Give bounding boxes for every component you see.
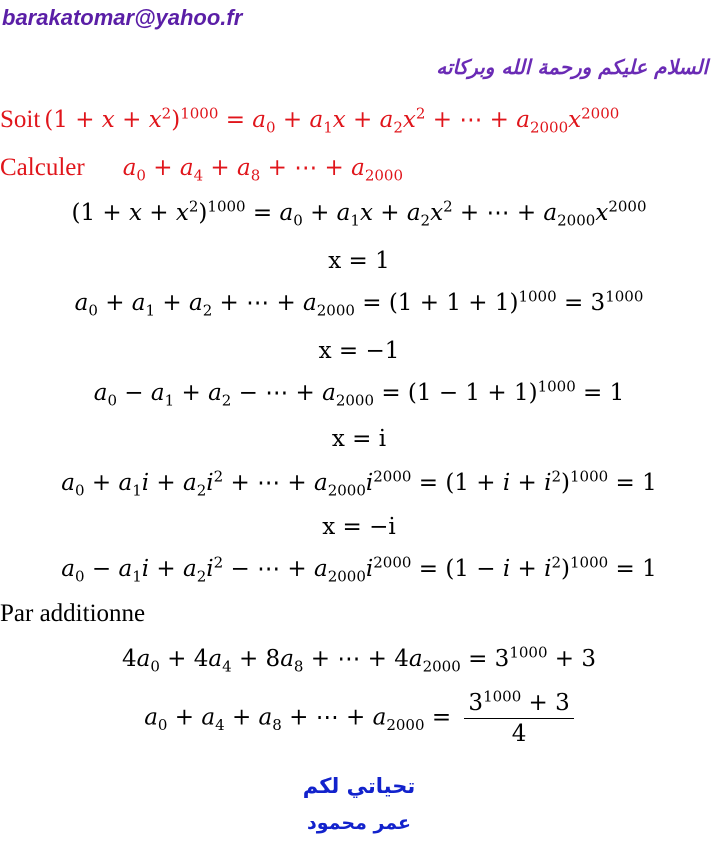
problem-expansion: $(1 + x + x^2)^{1000} = a_0 + a_1x + a_2x^2$ + ⋯ + $a_{2000}x^{2000}$ xyxy=(44,104,620,137)
equation-x-minus-i: $a_0 - a_1i + a_2i^2$ − ⋯ + $a_{2000}i^{2000} = (1 - i + i^2)^{1000} = 1$ xyxy=(61,553,657,586)
equation-x-i: $a_0 + a_1i + a_2i^2$ + ⋯ + $a_{2000}i^{2000} = (1 + i + i^2)^{1000} = 1$ xyxy=(61,467,657,500)
signature-greeting: تحياتي لكم xyxy=(302,774,416,798)
result-fraction: $\frac{3^{1000} + 3}{4}$ xyxy=(464,690,573,747)
final-result: $a_0 + a_4 + a_8$ + ⋯ + $a_{2000}$ = $\frac{3^{1000} + 3}{4}$ xyxy=(0,690,718,747)
signature-name: عمر محمود xyxy=(306,812,411,834)
target-sum: $a_0 + a_4 + a_8$ + ⋯ + $a_{2000}$ xyxy=(122,155,403,185)
soit-label: Soit xyxy=(0,106,41,133)
problem-statement xyxy=(0,104,620,137)
greeting-text: السلام عليكم ورحمة الله وبركاته xyxy=(436,55,708,79)
substitution-x-i: x = i xyxy=(331,426,387,452)
author-email: barakatomar@yahoo.fr xyxy=(2,5,243,30)
substitution-x-minus-i: x = −i xyxy=(322,514,396,540)
equation-x-minus-1: $a_0 - a_1 + a_2$ − ⋯ + $a_{2000} = (1 - 1 + 1)^{1000} = 1$ xyxy=(93,377,625,410)
par-additionne-label: Par additionne xyxy=(0,600,146,627)
equation-x-1: $a_0 + a_1 + a_2$ + ⋯ + $a_{2000} = (1 + 1 + 1)^{1000} = 3^{1000}$ xyxy=(74,287,644,320)
sum-equation: $4a_0 + 4a_4 + 8a_8$ + ⋯ + $4a_{2000} = 3^{1000} + 3$ xyxy=(121,643,597,676)
expansion-equation: $(1 + x + x^2)^{1000} = a_0 + a_1x + a_2x^2$ + ⋯ + $a_{2000}x^{2000}$ xyxy=(71,197,647,230)
problem-question xyxy=(0,154,403,185)
substitution-x-minus-1: x = −1 xyxy=(318,338,400,364)
substitution-x-1: x = 1 xyxy=(328,248,390,274)
calculer-label: Calculer xyxy=(0,154,85,181)
